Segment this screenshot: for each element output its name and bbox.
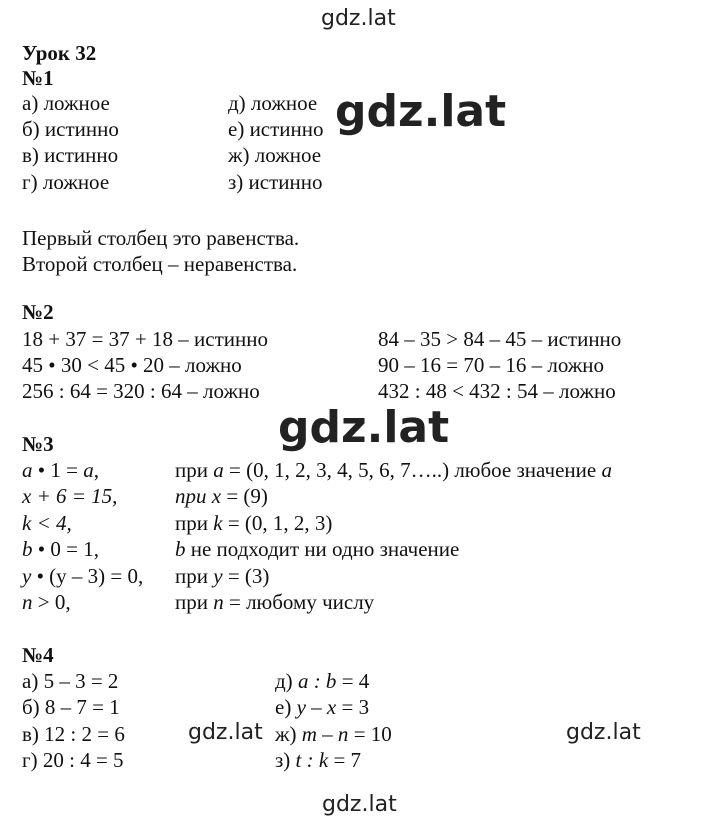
ex2-left-2: 45 • 30 < 45 • 20 – ложно — [22, 353, 242, 377]
ex3-row-4-expr: b • 0 = 1, — [22, 537, 99, 561]
ex4-right-z: з) t : k = 7 — [275, 748, 362, 772]
ex3-row-5-expr: y • (y – 3) = 0, — [22, 564, 144, 588]
ex3-row-6-answer: при n = любому числу — [175, 590, 375, 614]
ex1-note-2: Второй столбец – неравенства. — [22, 252, 298, 276]
ex4-right-zh: ж) m – n = 10 — [275, 722, 392, 746]
ex1-item-z: з) истинно — [228, 170, 323, 194]
ex4-left-g: г) 20 : 4 = 5 — [22, 748, 124, 772]
ex4-right-e: е) y – x = 3 — [275, 695, 370, 719]
ex4-left-b: б) 8 – 7 = 1 — [22, 695, 120, 719]
ex1-item-zh: ж) ложное — [228, 143, 322, 167]
ex1-item-d: д) ложное — [228, 91, 318, 115]
ex1-note-1: Первый столбец это равенства. — [22, 226, 300, 250]
watermark-mid-1: gdz.lat — [335, 86, 507, 137]
watermark-top: gdz.lat — [321, 6, 396, 31]
ex3-row-2-answer: при x = (9) — [175, 484, 268, 508]
watermark-inline: gdz.lat — [188, 720, 263, 745]
ex3-row-1-answer: при a = (0, 1, 2, 3, 4, 5, 6, 7…..) любое значение a — [175, 458, 612, 482]
ex1-item-a: а) ложное — [22, 91, 110, 115]
ex4-heading: №4 — [22, 643, 54, 667]
ex1-item-g: г) ложное — [22, 170, 110, 194]
ex1-heading: №1 — [22, 66, 54, 90]
ex1-item-v: в) истинно — [22, 143, 119, 167]
ex2-left-3: 256 : 64 = 320 : 64 – ложно — [22, 379, 260, 403]
ex3-heading: №3 — [22, 432, 54, 456]
ex2-right-2: 90 – 16 = 70 – 16 – ложно — [378, 353, 605, 377]
ex3-row-1-expr: a • 1 = a, — [22, 458, 99, 482]
ex4-left-a: а) 5 – 3 = 2 — [22, 669, 119, 693]
ex1-item-e: е) истинно — [228, 117, 324, 141]
watermark-right: gdz.lat — [566, 720, 641, 745]
ex4-right-d: д) a : b = 4 — [275, 669, 370, 693]
ex4-left-v: в) 12 : 2 = 6 — [22, 722, 125, 746]
ex2-left-1: 18 + 37 = 37 + 18 – истинно — [22, 327, 268, 351]
lesson-title: Урок 32 — [22, 41, 97, 65]
watermark-mid-2: gdz.lat — [278, 402, 450, 453]
ex2-heading: №2 — [22, 300, 54, 324]
ex2-right-3: 432 : 48 < 432 : 54 – ложно — [378, 379, 616, 403]
ex3-row-4-answer: b не подходит ни одно значение — [175, 537, 460, 561]
ex2-right-1: 84 – 35 > 84 – 45 – истинно — [378, 327, 622, 351]
ex3-row-3-answer: при k = (0, 1, 2, 3) — [175, 511, 333, 535]
ex3-row-2-expr: x + 6 = 15, — [22, 484, 118, 508]
ex3-row-5-answer: при y = (3) — [175, 564, 270, 588]
watermark-bottom: gdz.lat — [322, 792, 397, 817]
ex1-item-b: б) истинно — [22, 117, 119, 141]
ex3-row-3-expr: k < 4, — [22, 511, 72, 535]
ex3-row-6-expr: n > 0, — [22, 590, 71, 614]
